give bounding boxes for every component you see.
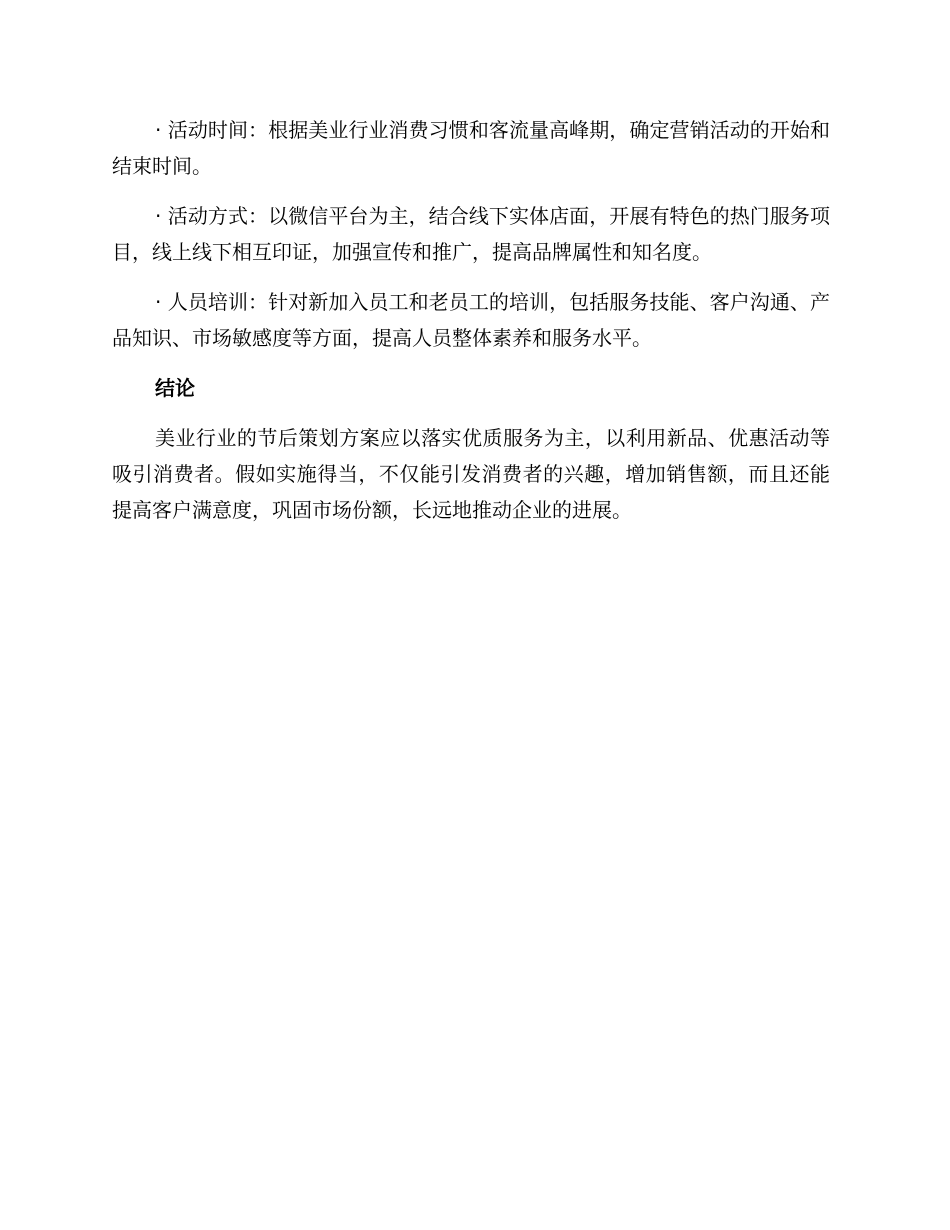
conclusion-paragraph: 美业行业的节后策划方案应以落实优质服务为主，以利用新品、优惠活动等吸引消费者。假如实施得当，不仅能引发消费者的兴趣，增加销售额，而且还能提高客户满意度，巩固市场份额，长远地推动企业的进展。: [112, 426, 830, 522]
bullet-staff-training: · 人员培训：针对新加入员工和老员工的培训，包括服务技能、客户沟通、产品知识、市场敏感度等方面，提高人员整体素养和服务水平。: [112, 290, 830, 350]
bullet-activity-method: · 活动方式：以微信平台为主，结合线下实体店面，开展有特色的热门服务项目，线上线下相互印证，加强宣传和推广，提高品牌属性和知名度。: [112, 204, 830, 264]
conclusion-heading: 结论: [155, 376, 195, 400]
bullet-activity-time: · 活动时间：根据美业行业消费习惯和客流量高峰期，确定营销活动的开始和结束时间。: [112, 118, 830, 178]
document-page: [112, 112, 830, 542]
